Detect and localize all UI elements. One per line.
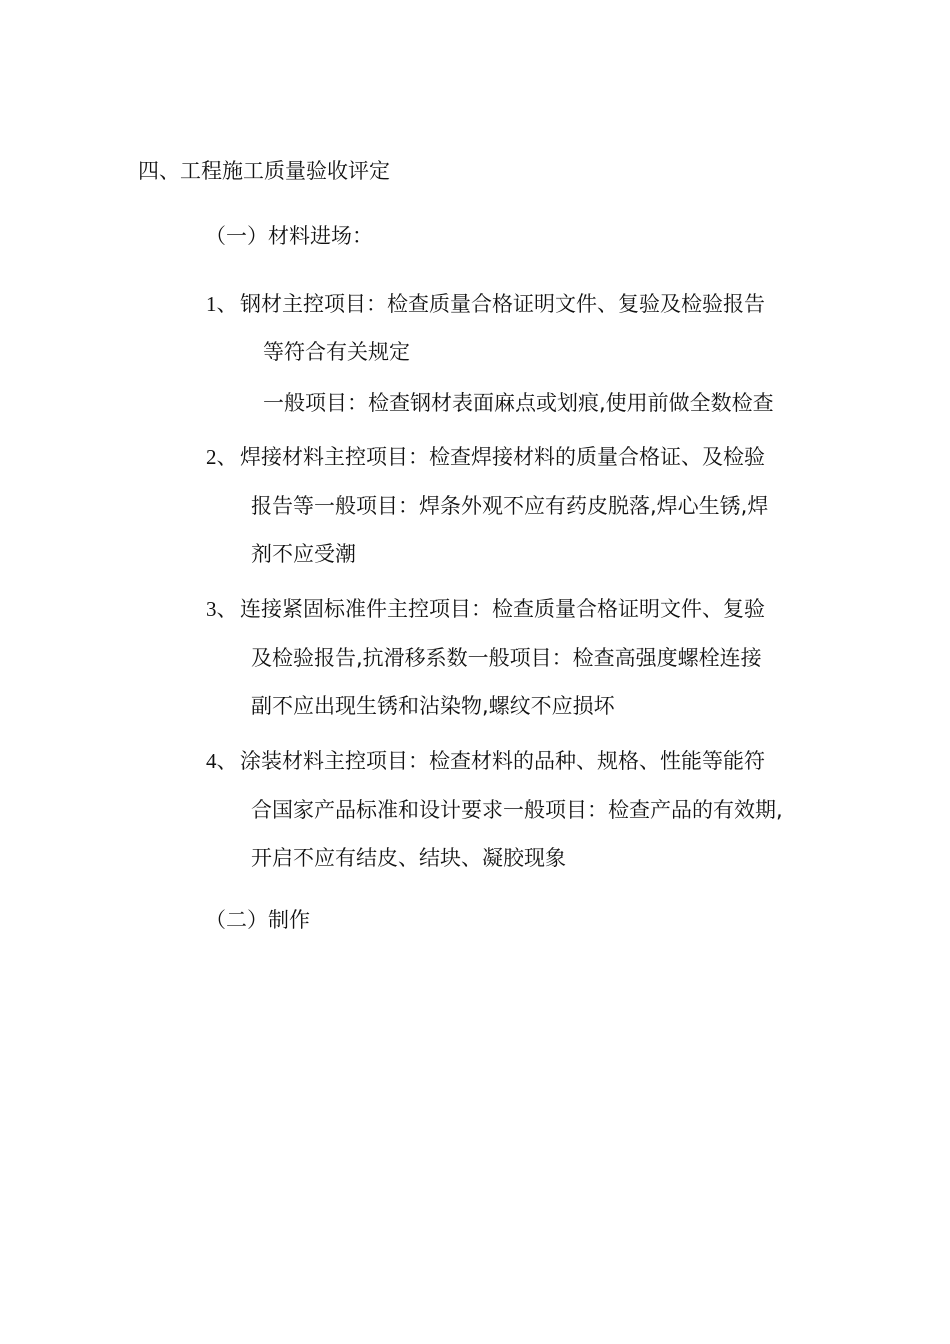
item-line: 合国家产品标准和设计要求一般项目：检查产品的有效期, [251, 798, 783, 822]
section-heading: 四、工程施工质量验收评定 [138, 159, 390, 183]
item-line: 副不应出现生锈和沾染物,螺纹不应损坏 [251, 694, 615, 718]
item-line: 涂装材料主控项目：检查材料的品种、规格、性能等能符 [240, 749, 765, 773]
item-number: 2、 [206, 445, 238, 469]
item-line: 焊接材料主控项目：检查焊接材料的质量合格证、及检验 [240, 445, 765, 469]
item-line: 开启不应有结皮、结块、凝胶现象 [251, 846, 566, 870]
subsection-title-materials: （一）材料进场： [205, 224, 373, 248]
item-number: 3、 [206, 597, 238, 621]
item-line: 钢材主控项目：检查质量合格证明文件、复验及检验报告 [240, 292, 765, 316]
item-line: 等符合有关规定 [263, 340, 410, 364]
item-number: 1、 [206, 292, 238, 316]
subsection-title-fabrication: （二）制作 [205, 908, 310, 932]
item-number: 4、 [206, 749, 238, 773]
item-line: 剂不应受潮 [251, 542, 356, 566]
item-line: 及检验报告,抗滑移系数一般项目：检查高强度螺栓连接 [251, 646, 762, 670]
item-line: 连接紧固标准件主控项目：检查质量合格证明文件、复验 [240, 597, 765, 621]
item-line: 报告等一般项目：焊条外观不应有药皮脱落,焊心生锈,焊 [251, 494, 769, 518]
item-line: 一般项目：检查钢材表面麻点或划痕,使用前做全数检查 [263, 391, 774, 415]
